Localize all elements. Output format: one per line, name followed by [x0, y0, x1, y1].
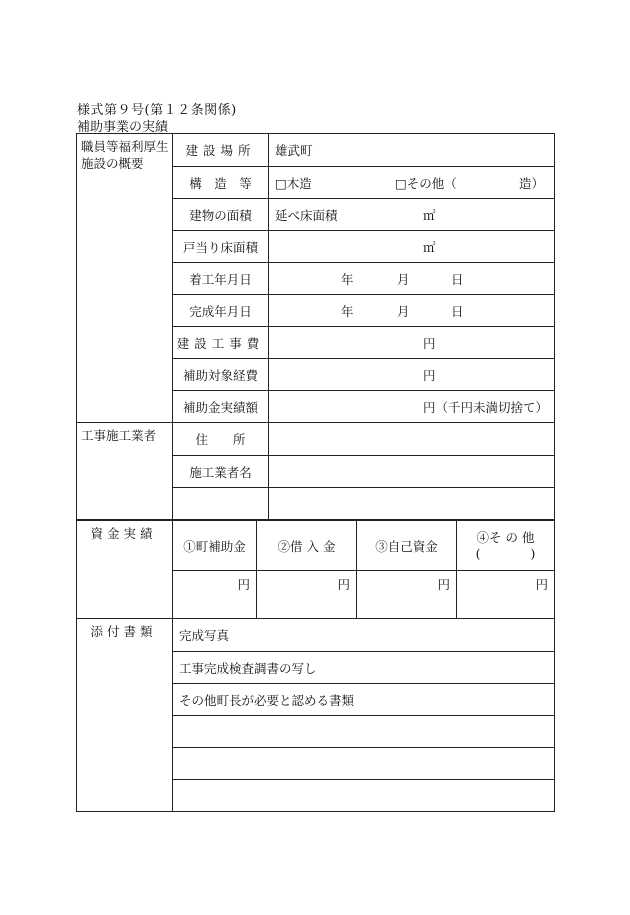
facility-section-label: 職員等福利厚生施設の概要: [77, 134, 173, 422]
attachment-item[interactable]: [173, 716, 554, 747]
form-table: [76, 133, 555, 812]
attachments-section-label: 添付書類: [77, 619, 173, 811]
day-label: 日: [451, 303, 464, 319]
funds-section: [77, 519, 554, 618]
structure-value: [269, 167, 554, 198]
contractor-name-value[interactable]: [269, 456, 554, 487]
contractor-name-row: [173, 455, 554, 487]
other-funds-header: [457, 521, 554, 570]
construction-cost-label: 建設工事費: [173, 327, 269, 358]
subsidy-amount-label: 補助金実績額: [173, 391, 269, 422]
contractor-address-row: [173, 423, 554, 455]
contractor-section-label: 工事施工業者: [77, 423, 173, 519]
own-funds-value[interactable]: [357, 571, 457, 618]
eligible-cost-label: 補助対象経費: [173, 359, 269, 390]
subsidy-amount-row: [173, 390, 554, 422]
other-funds-header-paren: ( ): [475, 545, 536, 561]
contractor-address-value[interactable]: [269, 423, 554, 455]
facility-section: [77, 134, 554, 422]
start-date-value[interactable]: [269, 263, 554, 294]
other-funds-value[interactable]: [457, 571, 554, 618]
structure-label: 構 造 等: [173, 167, 269, 198]
attachments-section: [77, 618, 554, 811]
area-unit: ㎡: [423, 207, 436, 223]
yen-unit: 円: [535, 577, 548, 592]
attachment-row: [173, 683, 554, 715]
building-area-value[interactable]: [269, 199, 554, 230]
funds-section-label: 資金実績: [77, 521, 173, 618]
day-label: 日: [451, 271, 464, 287]
start-date-row: [173, 262, 554, 294]
attachment-row: [173, 779, 554, 811]
year-label: 年: [341, 303, 354, 319]
contractor-extra-label: [173, 488, 269, 519]
attachment-item[interactable]: その他町長が必要と認める書類: [179, 692, 355, 708]
construction-cost-value[interactable]: [269, 327, 554, 358]
funds-values-row: [173, 571, 554, 618]
own-funds-header: ③自己資金: [357, 521, 457, 570]
loan-value[interactable]: [257, 571, 357, 618]
wooden-checkbox[interactable]: □木造: [275, 175, 312, 191]
completion-date-row: [173, 294, 554, 326]
eligible-cost-row: [173, 358, 554, 390]
funds-header-row: [173, 521, 554, 571]
total-floor-area-label: 延べ床面積: [275, 207, 338, 223]
construction-cost-row: [173, 326, 554, 358]
attachment-row: [173, 715, 554, 747]
attachment-row: [173, 651, 554, 683]
structure-row: [173, 166, 554, 198]
subsidy-amount-value[interactable]: [269, 391, 554, 422]
yen-unit: 円: [423, 367, 436, 383]
attachment-row: [173, 747, 554, 779]
form-title: 補助事業の実績: [77, 120, 169, 135]
eligible-cost-value[interactable]: [269, 359, 554, 390]
attachment-item[interactable]: 完成写真: [179, 628, 230, 643]
area-unit: ㎡: [423, 239, 436, 255]
structure-suffix: 造）: [519, 175, 545, 191]
completion-date-label: 完成年月日: [173, 295, 269, 326]
floor-area-per-unit-label: 戸当り床面積: [173, 231, 269, 262]
start-date-label: 着工年月日: [173, 263, 269, 294]
building-area-row: [173, 198, 554, 230]
yen-rounding-note: 円（千円未満切捨て）: [423, 399, 549, 415]
town-subsidy-header: ①町補助金: [173, 521, 257, 570]
month-label: 月: [397, 303, 410, 319]
yen-unit: 円: [237, 577, 250, 592]
attachment-item[interactable]: 工事完成検査調書の写し: [179, 660, 317, 676]
contractor-extra-row: [173, 487, 554, 519]
construction-site-value[interactable]: 雄武町: [275, 143, 313, 158]
contractor-name-label: 施工業者名: [173, 456, 269, 487]
town-subsidy-value[interactable]: [173, 571, 257, 618]
completion-date-value[interactable]: [269, 295, 554, 326]
construction-site-row: [173, 134, 554, 166]
yen-unit: 円: [423, 335, 436, 351]
yen-unit: 円: [437, 577, 450, 592]
other-structure-checkbox[interactable]: □その他（: [395, 175, 457, 191]
contractor-extra-value[interactable]: [269, 488, 554, 519]
attachment-item[interactable]: [173, 748, 554, 779]
month-label: 月: [397, 271, 410, 287]
attachment-item[interactable]: [173, 780, 554, 811]
construction-site-label: 建設場所: [173, 134, 269, 166]
yen-unit: 円: [337, 577, 350, 592]
building-area-label: 建物の面積: [173, 199, 269, 230]
year-label: 年: [341, 271, 354, 287]
contractor-address-label: 住 所: [173, 423, 269, 455]
loan-header: ②借 入 金: [257, 521, 357, 570]
form-number: 様式第９号(第１２条関係): [77, 103, 237, 118]
attachment-row: [173, 619, 554, 651]
floor-area-per-unit-value[interactable]: [269, 231, 554, 262]
other-funds-header-label: ④そ の 他: [476, 529, 535, 545]
contractor-section: [77, 422, 554, 519]
floor-area-per-unit-row: [173, 230, 554, 262]
